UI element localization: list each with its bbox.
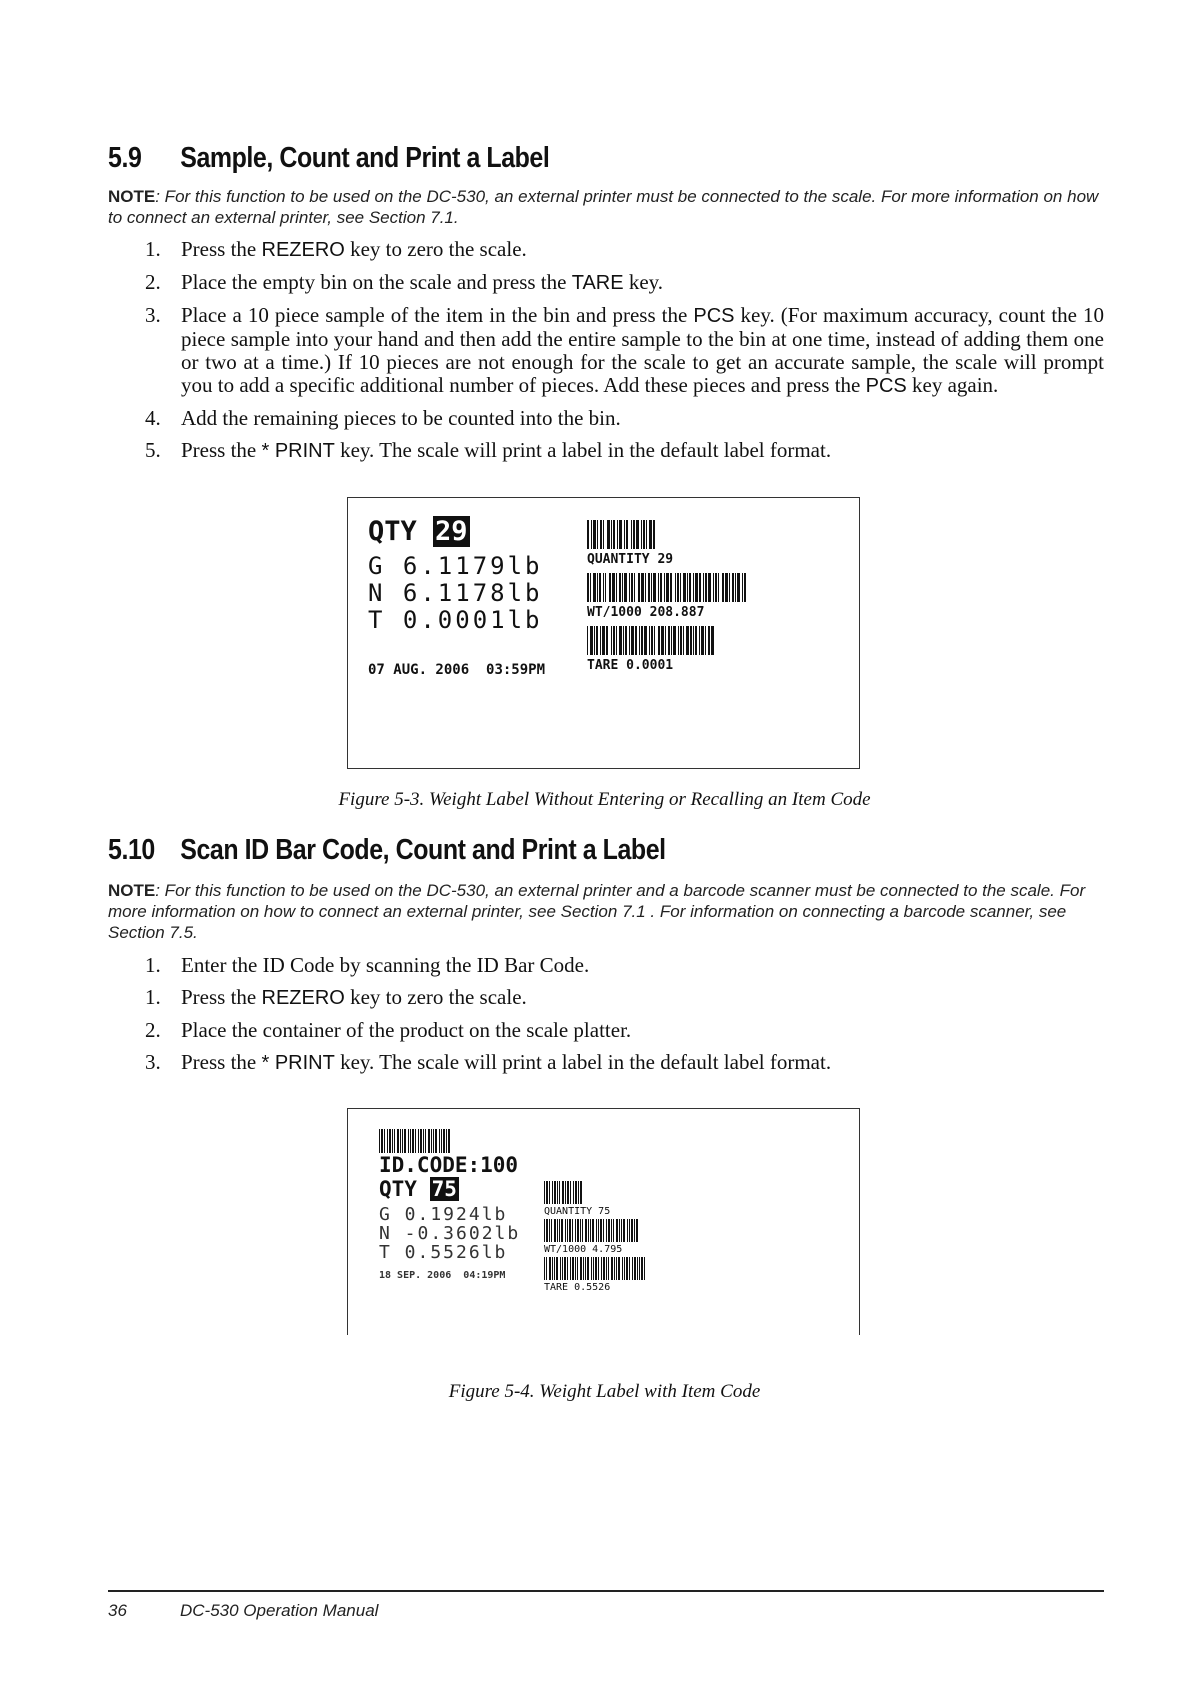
weights-block: [368, 553, 543, 634]
tare-weight: T 0.0001lb: [368, 606, 543, 634]
barcode-id-code: [379, 1129, 474, 1153]
weight-label-figure-5-4: [347, 1108, 860, 1335]
barcode-quantity-text: QUANTITY 75: [544, 1206, 611, 1217]
print-timestamp: 18 SEP. 2006 04:19PM: [379, 1270, 506, 1281]
section-title: Sample, Count and Print a Label: [180, 142, 550, 174]
print-timestamp: 07 AUG. 2006 03:59PM: [368, 662, 546, 678]
barcode-tare-text: TARE 0.5526: [544, 1282, 611, 1293]
list-item: 2. Place the container of the product on the scale platter.: [145, 1018, 632, 1042]
net-weight: N 6.1178lb: [368, 579, 543, 607]
section-number: 5.10: [108, 834, 155, 866]
qty-line: QTY 29: [368, 516, 468, 547]
list-item: 1. Enter the ID Code by scanning the ID Bar Code.: [145, 953, 590, 977]
key-name: TARE: [571, 272, 624, 294]
list-item: 1. Press the REZERO key to zero the scale.: [145, 985, 527, 1009]
list-item: 5. Press the * PRINT key. The scale will print a label in the default label format.: [145, 438, 832, 462]
barcode-weight: [587, 573, 791, 602]
qty-value: 29: [435, 516, 468, 547]
list-item: 2. Place the empty bin on the scale and press the TARE key.: [145, 270, 664, 294]
barcode-weight: [544, 1219, 667, 1242]
list-item: 1. Press the REZERO key to zero the scale.: [145, 237, 527, 261]
id-code-text: ID.CODE:100: [379, 1153, 519, 1177]
key-name: * PRINT: [261, 1052, 335, 1074]
barcode-quantity: [544, 1181, 593, 1204]
note-label: NOTE: [108, 187, 156, 206]
net-weight: N -0.3602lb: [379, 1223, 521, 1244]
figure-5-4-caption: Figure 5-4. Weight Label with Item Code: [448, 1381, 761, 1402]
list-item: 4. Add the remaining pieces to be counted into the bin.: [145, 406, 621, 430]
qty-value: 75: [431, 1177, 457, 1201]
note-5-9: [108, 186, 1104, 228]
section-title: Scan ID Bar Code, Count and Print a Label: [180, 834, 666, 866]
note-label: NOTE: [108, 881, 156, 900]
barcode-tare: [587, 626, 771, 655]
key-name: PCS: [865, 375, 907, 397]
manual-title: DC-530 Operation Manual: [180, 1601, 379, 1620]
list-item: 3. Place a 10 piece sample of the item in the bin and press the PCS key. (For maximum accuracy, count the 10 piece sample into your hand and then add the entire sample to the bin at one time, instead of adding them one or two at a time.) If 10 pieces are not enough for the scale to get an accurate sample, the scale will prompt you to add a specific additional number of pieces. Add these pieces and press the PCS key again.: [145, 303, 1105, 397]
weight-label-figure-5-3: [347, 497, 860, 769]
footer-rule: [108, 1590, 1104, 1592]
barcode-quantity-text: QUANTITY 29: [587, 552, 674, 567]
note-text: : For this function to be used on the DC-530, an external printer and a barcode scanner must be connected to the scale. For more information on how to connect an external printer, see Section 7.1 . For information on connecting a barcode scanner, see Section 7.5.: [108, 881, 1086, 942]
steps-5-10: [108, 954, 1104, 1084]
figure-5-3-caption: Figure 5-3. Weight Label Without Entering or Recalling an Item Code: [338, 789, 871, 810]
key-name: * PRINT: [261, 440, 335, 462]
qty-line: QTY 75: [379, 1177, 457, 1201]
section-number: 5.9: [108, 142, 142, 174]
key-name: PCS: [693, 305, 735, 327]
steps-5-9: [108, 238, 1104, 472]
key-name: REZERO: [261, 239, 345, 261]
list-item: 3. Press the * PRINT key. The scale will print a label in the default label format.: [145, 1050, 832, 1074]
barcode-tare-text: TARE 0.0001: [587, 658, 674, 673]
barcode-weight-text: WT/1000 208.887: [587, 605, 705, 620]
note-5-10: [108, 880, 1104, 943]
barcode-quantity: [587, 520, 669, 549]
key-name: REZERO: [261, 987, 345, 1009]
page-number: 36: [108, 1601, 127, 1620]
note-text: : For this function to be used on the DC-530, an external printer must be connected to the scale. For more information on how to connect an external printer, see Section 7.1.: [108, 187, 1099, 227]
gross-weight: G 6.1179lb: [368, 552, 543, 580]
barcode-tare: [544, 1257, 683, 1280]
weights-block: [379, 1205, 520, 1262]
section-5-10-heading: [108, 834, 666, 867]
barcode-weight-text: WT/1000 4.795: [544, 1244, 623, 1255]
section-5-9-heading: [108, 142, 549, 175]
tare-weight: T 0.5526lb: [379, 1242, 508, 1263]
gross-weight: G 0.1924lb: [379, 1204, 508, 1225]
